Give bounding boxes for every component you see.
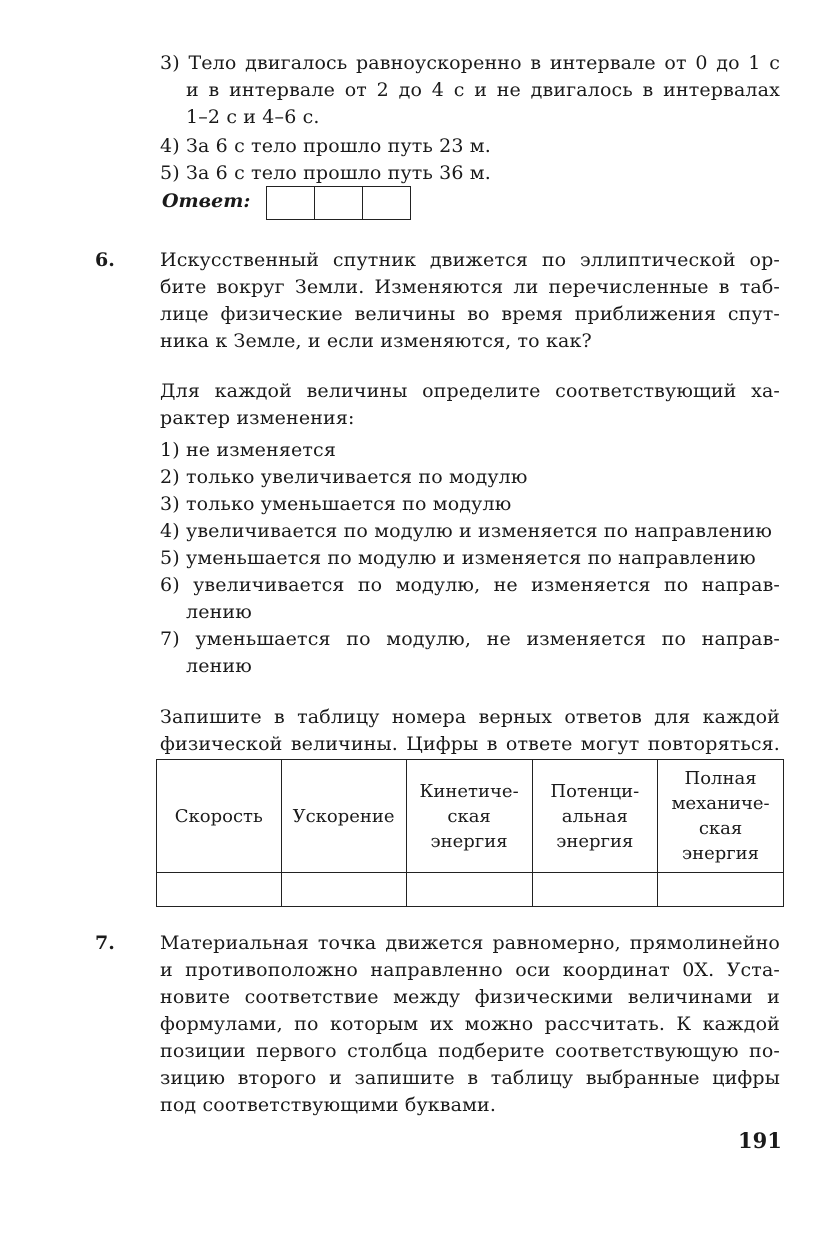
header-acceleration: Ускорение bbox=[281, 760, 406, 873]
header-total-mechanical-energy: Полная механиче- ская энергия bbox=[658, 760, 784, 873]
answer-cell-acceleration[interactable] bbox=[281, 873, 406, 907]
header-speed: Скорость bbox=[157, 760, 282, 873]
task7-text-line4: формулами, по которым их можно рассчитать. К каждой bbox=[160, 1013, 780, 1035]
task6-option-4: 4) увеличивается по модулю и изменяется по направлению bbox=[160, 520, 773, 542]
task6-option-6-line1: 6) увеличивается по модулю, не изменяется по направ- bbox=[160, 574, 780, 596]
task6-question-line4: ника к Земле, и если изменяются, то как? bbox=[160, 330, 592, 352]
task6-instruction-line1: Для каждой величины определите соответствующий ха- bbox=[160, 380, 780, 402]
page-number: 191 bbox=[738, 1128, 782, 1153]
task7-text-line5: позиции первого столбца подберите соответствующую по- bbox=[160, 1040, 780, 1062]
task6-question-line3: лице физические величины во время приближения спут- bbox=[160, 303, 780, 325]
task7-text-line6: зицию второго и запишите в таблицу выбранные цифры bbox=[160, 1067, 780, 1089]
task6-option-2: 2) только увеличивается по модулю bbox=[160, 466, 528, 488]
answer-box[interactable] bbox=[315, 187, 363, 219]
task6-option-7-line1: 7) уменьшается по модулю, не изменяется по направ- bbox=[160, 628, 780, 650]
answer-table bbox=[156, 759, 784, 907]
header-potential-energy: Потенци- альная энергия bbox=[532, 760, 658, 873]
task7-text-line2: и противоположно направленно оси координат 0X. Уста- bbox=[160, 959, 780, 981]
task5-option-5: 5) За 6 с тело прошло путь 36 м. bbox=[160, 162, 491, 184]
task6-option-6-line2: лению bbox=[186, 601, 252, 623]
answer-box[interactable] bbox=[363, 187, 410, 219]
task6-instruction-line2: рактер изменения: bbox=[160, 407, 355, 429]
answer-cell-total-energy[interactable] bbox=[658, 873, 784, 907]
task7-text-line7: под соответствующими буквами. bbox=[160, 1094, 497, 1116]
task7-number: 7. bbox=[95, 932, 115, 954]
task6-option-1: 1) не изменяется bbox=[160, 439, 336, 461]
task5-option-3-line3: 1–2 с и 4–6 с. bbox=[186, 106, 320, 128]
answer-boxes[interactable] bbox=[266, 186, 411, 220]
answer-cell-kinetic-energy[interactable] bbox=[406, 873, 532, 907]
task5-option-4: 4) За 6 с тело прошло путь 23 м. bbox=[160, 135, 491, 157]
task6-table-instruction-line2: физической величины. Цифры в ответе могут повторяться. bbox=[160, 733, 780, 755]
header-kinetic-energy: Кинетиче- ская энергия bbox=[406, 760, 532, 873]
answer-cell-potential-energy[interactable] bbox=[532, 873, 658, 907]
task6-number: 6. bbox=[95, 249, 115, 271]
task6-question-line2: бите вокруг Земли. Изменяются ли перечисленные в таб- bbox=[160, 276, 780, 298]
task5-option-3-line1: 3) Тело двигалось равноускоренно в интервале от 0 до 1 с bbox=[160, 52, 780, 74]
task7-text-line1: Материальная точка движется равномерно, прямолинейно bbox=[160, 932, 780, 954]
task7-text-line3: новите соответствие между физическими величинами и bbox=[160, 986, 780, 1008]
task6-option-5: 5) уменьшается по модулю и изменяется по направлению bbox=[160, 547, 756, 569]
answer-label: Ответ: bbox=[162, 190, 251, 212]
answer-box[interactable] bbox=[267, 187, 315, 219]
task6-option-7-line2: лению bbox=[186, 655, 252, 677]
answer-cell-speed[interactable] bbox=[157, 873, 282, 907]
task6-option-3: 3) только уменьшается по модулю bbox=[160, 493, 512, 515]
task6-table-instruction-line1: Запишите в таблицу номера верных ответов для каждой bbox=[160, 706, 780, 728]
task6-question-line1: Искусственный спутник движется по эллиптической ор- bbox=[160, 249, 780, 271]
task5-option-3-line2: и в интервале от 2 до 4 с и не двигалось в интервалах bbox=[186, 79, 780, 101]
